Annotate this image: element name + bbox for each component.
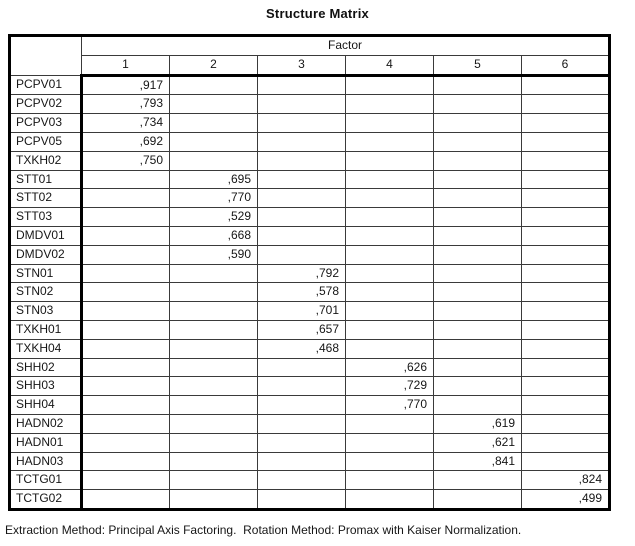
- empty-cell: [258, 490, 346, 510]
- empty-cell: [346, 226, 434, 245]
- empty-cell: [434, 377, 522, 396]
- empty-cell: [82, 302, 170, 321]
- factor-col-header-4: 4: [346, 55, 434, 75]
- empty-cell: [434, 114, 522, 133]
- empty-cell: [346, 490, 434, 510]
- empty-cell: [82, 414, 170, 433]
- empty-cell: [170, 95, 258, 114]
- empty-cell: [170, 377, 258, 396]
- table-row: [10, 490, 610, 510]
- empty-cell: [258, 414, 346, 433]
- empty-cell: [346, 114, 434, 133]
- empty-cell: [258, 377, 346, 396]
- table-row: [10, 226, 610, 245]
- empty-cell: [170, 320, 258, 339]
- matrix-body: [10, 75, 610, 509]
- loading-value-cell: ,734: [82, 114, 170, 133]
- loading-value-cell: ,917: [82, 75, 170, 95]
- empty-cell: [170, 75, 258, 95]
- row-label: TCTG02: [10, 490, 82, 510]
- loading-value-cell: ,824: [522, 471, 610, 490]
- empty-cell: [258, 433, 346, 452]
- empty-cell: [82, 170, 170, 189]
- empty-cell: [170, 433, 258, 452]
- empty-cell: [258, 245, 346, 264]
- empty-cell: [170, 132, 258, 151]
- table-row: [10, 132, 610, 151]
- row-label: STT03: [10, 208, 82, 227]
- table-row: [10, 189, 610, 208]
- empty-cell: [82, 283, 170, 302]
- table-row: [10, 433, 610, 452]
- empty-cell: [434, 283, 522, 302]
- row-label: DMDV02: [10, 245, 82, 264]
- empty-cell: [346, 95, 434, 114]
- empty-cell: [522, 452, 610, 471]
- empty-cell: [258, 471, 346, 490]
- empty-cell: [434, 208, 522, 227]
- empty-cell: [434, 75, 522, 95]
- empty-cell: [258, 75, 346, 95]
- loading-value-cell: ,793: [82, 95, 170, 114]
- table-row: [10, 358, 610, 377]
- empty-cell: [170, 358, 258, 377]
- loading-value-cell: ,657: [258, 320, 346, 339]
- empty-cell: [434, 264, 522, 283]
- empty-cell: [346, 132, 434, 151]
- empty-cell: [258, 95, 346, 114]
- factor-col-header-3: 3: [258, 55, 346, 75]
- table-row: [10, 414, 610, 433]
- table-row: [10, 95, 610, 114]
- empty-cell: [522, 226, 610, 245]
- table-row: [10, 75, 610, 95]
- empty-cell: [82, 358, 170, 377]
- empty-cell: [82, 226, 170, 245]
- table-row: [10, 245, 610, 264]
- empty-cell: [170, 452, 258, 471]
- loading-value-cell: ,668: [170, 226, 258, 245]
- empty-cell: [170, 396, 258, 415]
- empty-cell: [522, 433, 610, 452]
- loading-value-cell: ,621: [434, 433, 522, 452]
- table-row: [10, 283, 610, 302]
- empty-cell: [82, 339, 170, 358]
- loading-value-cell: ,770: [170, 189, 258, 208]
- table-row: [10, 452, 610, 471]
- loading-value-cell: ,468: [258, 339, 346, 358]
- table-row: [10, 264, 610, 283]
- empty-cell: [522, 302, 610, 321]
- row-label: PCPV03: [10, 114, 82, 133]
- empty-cell: [258, 132, 346, 151]
- empty-cell: [346, 414, 434, 433]
- empty-cell: [258, 189, 346, 208]
- empty-cell: [434, 170, 522, 189]
- empty-cell: [522, 75, 610, 95]
- empty-cell: [82, 377, 170, 396]
- table-row: [10, 339, 610, 358]
- empty-cell: [258, 358, 346, 377]
- empty-cell: [434, 189, 522, 208]
- empty-cell: [522, 339, 610, 358]
- row-label: PCPV01: [10, 75, 82, 95]
- empty-cell: [434, 95, 522, 114]
- row-label: TXKH01: [10, 320, 82, 339]
- empty-cell: [258, 226, 346, 245]
- empty-cell: [522, 208, 610, 227]
- empty-cell: [346, 452, 434, 471]
- empty-cell: [170, 302, 258, 321]
- loading-value-cell: ,578: [258, 283, 346, 302]
- empty-cell: [258, 170, 346, 189]
- empty-cell: [258, 396, 346, 415]
- table-row: [10, 170, 610, 189]
- empty-cell: [82, 452, 170, 471]
- empty-cell: [170, 114, 258, 133]
- empty-cell: [522, 320, 610, 339]
- empty-cell: [346, 283, 434, 302]
- empty-cell: [522, 358, 610, 377]
- table-row: [10, 114, 610, 133]
- empty-cell: [522, 189, 610, 208]
- empty-cell: [346, 208, 434, 227]
- empty-cell: [434, 302, 522, 321]
- empty-cell: [170, 490, 258, 510]
- empty-cell: [434, 132, 522, 151]
- empty-cell: [346, 471, 434, 490]
- empty-cell: [82, 245, 170, 264]
- empty-cell: [522, 396, 610, 415]
- empty-cell: [170, 264, 258, 283]
- loading-value-cell: ,619: [434, 414, 522, 433]
- row-label: SHH03: [10, 377, 82, 396]
- row-label: TXKH04: [10, 339, 82, 358]
- structure-matrix-table: [8, 34, 611, 511]
- empty-cell: [258, 208, 346, 227]
- empty-cell: [522, 283, 610, 302]
- empty-cell: [522, 132, 610, 151]
- row-label: STN01: [10, 264, 82, 283]
- empty-cell: [346, 339, 434, 358]
- empty-cell: [346, 189, 434, 208]
- table-row: [10, 302, 610, 321]
- empty-cell: [170, 151, 258, 170]
- corner-cell: [10, 36, 82, 76]
- loading-value-cell: ,695: [170, 170, 258, 189]
- empty-cell: [170, 283, 258, 302]
- row-label: SHH02: [10, 358, 82, 377]
- empty-cell: [82, 189, 170, 208]
- empty-cell: [434, 471, 522, 490]
- empty-cell: [522, 414, 610, 433]
- row-label: PCPV05: [10, 132, 82, 151]
- empty-cell: [434, 151, 522, 170]
- empty-cell: [346, 320, 434, 339]
- loading-value-cell: ,692: [82, 132, 170, 151]
- empty-cell: [522, 114, 610, 133]
- loading-value-cell: ,701: [258, 302, 346, 321]
- loading-value-cell: ,770: [346, 396, 434, 415]
- row-label: SHH04: [10, 396, 82, 415]
- empty-cell: [346, 433, 434, 452]
- empty-cell: [522, 377, 610, 396]
- empty-cell: [82, 396, 170, 415]
- empty-cell: [434, 396, 522, 415]
- empty-cell: [346, 151, 434, 170]
- empty-cell: [346, 75, 434, 95]
- table-title: Structure Matrix: [266, 6, 369, 21]
- row-label: HADN03: [10, 452, 82, 471]
- empty-cell: [82, 471, 170, 490]
- loading-value-cell: ,499: [522, 490, 610, 510]
- empty-cell: [522, 151, 610, 170]
- empty-cell: [346, 264, 434, 283]
- empty-cell: [434, 339, 522, 358]
- header-row-numbers: [10, 55, 610, 75]
- empty-cell: [82, 264, 170, 283]
- row-label: HADN02: [10, 414, 82, 433]
- factor-col-header-6: 6: [522, 55, 610, 75]
- empty-cell: [434, 226, 522, 245]
- empty-cell: [434, 358, 522, 377]
- empty-cell: [258, 114, 346, 133]
- empty-cell: [82, 490, 170, 510]
- row-label: STT02: [10, 189, 82, 208]
- table-row: [10, 320, 610, 339]
- empty-cell: [434, 320, 522, 339]
- row-label: DMDV01: [10, 226, 82, 245]
- loading-value-cell: ,529: [170, 208, 258, 227]
- empty-cell: [82, 320, 170, 339]
- loading-value-cell: ,750: [82, 151, 170, 170]
- loading-value-cell: ,590: [170, 245, 258, 264]
- row-label: STT01: [10, 170, 82, 189]
- row-label: PCPV02: [10, 95, 82, 114]
- loading-value-cell: ,841: [434, 452, 522, 471]
- loading-value-cell: ,626: [346, 358, 434, 377]
- table-row: [10, 471, 610, 490]
- empty-cell: [346, 170, 434, 189]
- row-label: STN02: [10, 283, 82, 302]
- factor-col-header-2: 2: [170, 55, 258, 75]
- table-row: [10, 377, 610, 396]
- loading-value-cell: ,792: [258, 264, 346, 283]
- empty-cell: [434, 490, 522, 510]
- empty-cell: [346, 302, 434, 321]
- empty-cell: [522, 264, 610, 283]
- empty-cell: [170, 471, 258, 490]
- table-row: [10, 208, 610, 227]
- empty-cell: [522, 95, 610, 114]
- row-label: TCTG01: [10, 471, 82, 490]
- empty-cell: [82, 208, 170, 227]
- empty-cell: [522, 170, 610, 189]
- row-label: STN03: [10, 302, 82, 321]
- empty-cell: [170, 414, 258, 433]
- empty-cell: [522, 245, 610, 264]
- empty-cell: [346, 245, 434, 264]
- extraction-footnote: Extraction Method: Principal Axis Factoring. Rotation Method: Promax with Kaiser Normalization.: [5, 522, 522, 537]
- row-label: HADN01: [10, 433, 82, 452]
- empty-cell: [82, 433, 170, 452]
- empty-cell: [170, 339, 258, 358]
- empty-cell: [434, 245, 522, 264]
- header-row-factor: [10, 36, 610, 56]
- empty-cell: [258, 151, 346, 170]
- factor-header: Factor: [82, 36, 610, 56]
- empty-cell: [258, 452, 346, 471]
- table-row: [10, 396, 610, 415]
- table-row: [10, 151, 610, 170]
- loading-value-cell: ,729: [346, 377, 434, 396]
- factor-col-header-1: 1: [82, 55, 170, 75]
- matrix-header: [10, 36, 610, 76]
- row-label: TXKH02: [10, 151, 82, 170]
- factor-col-header-5: 5: [434, 55, 522, 75]
